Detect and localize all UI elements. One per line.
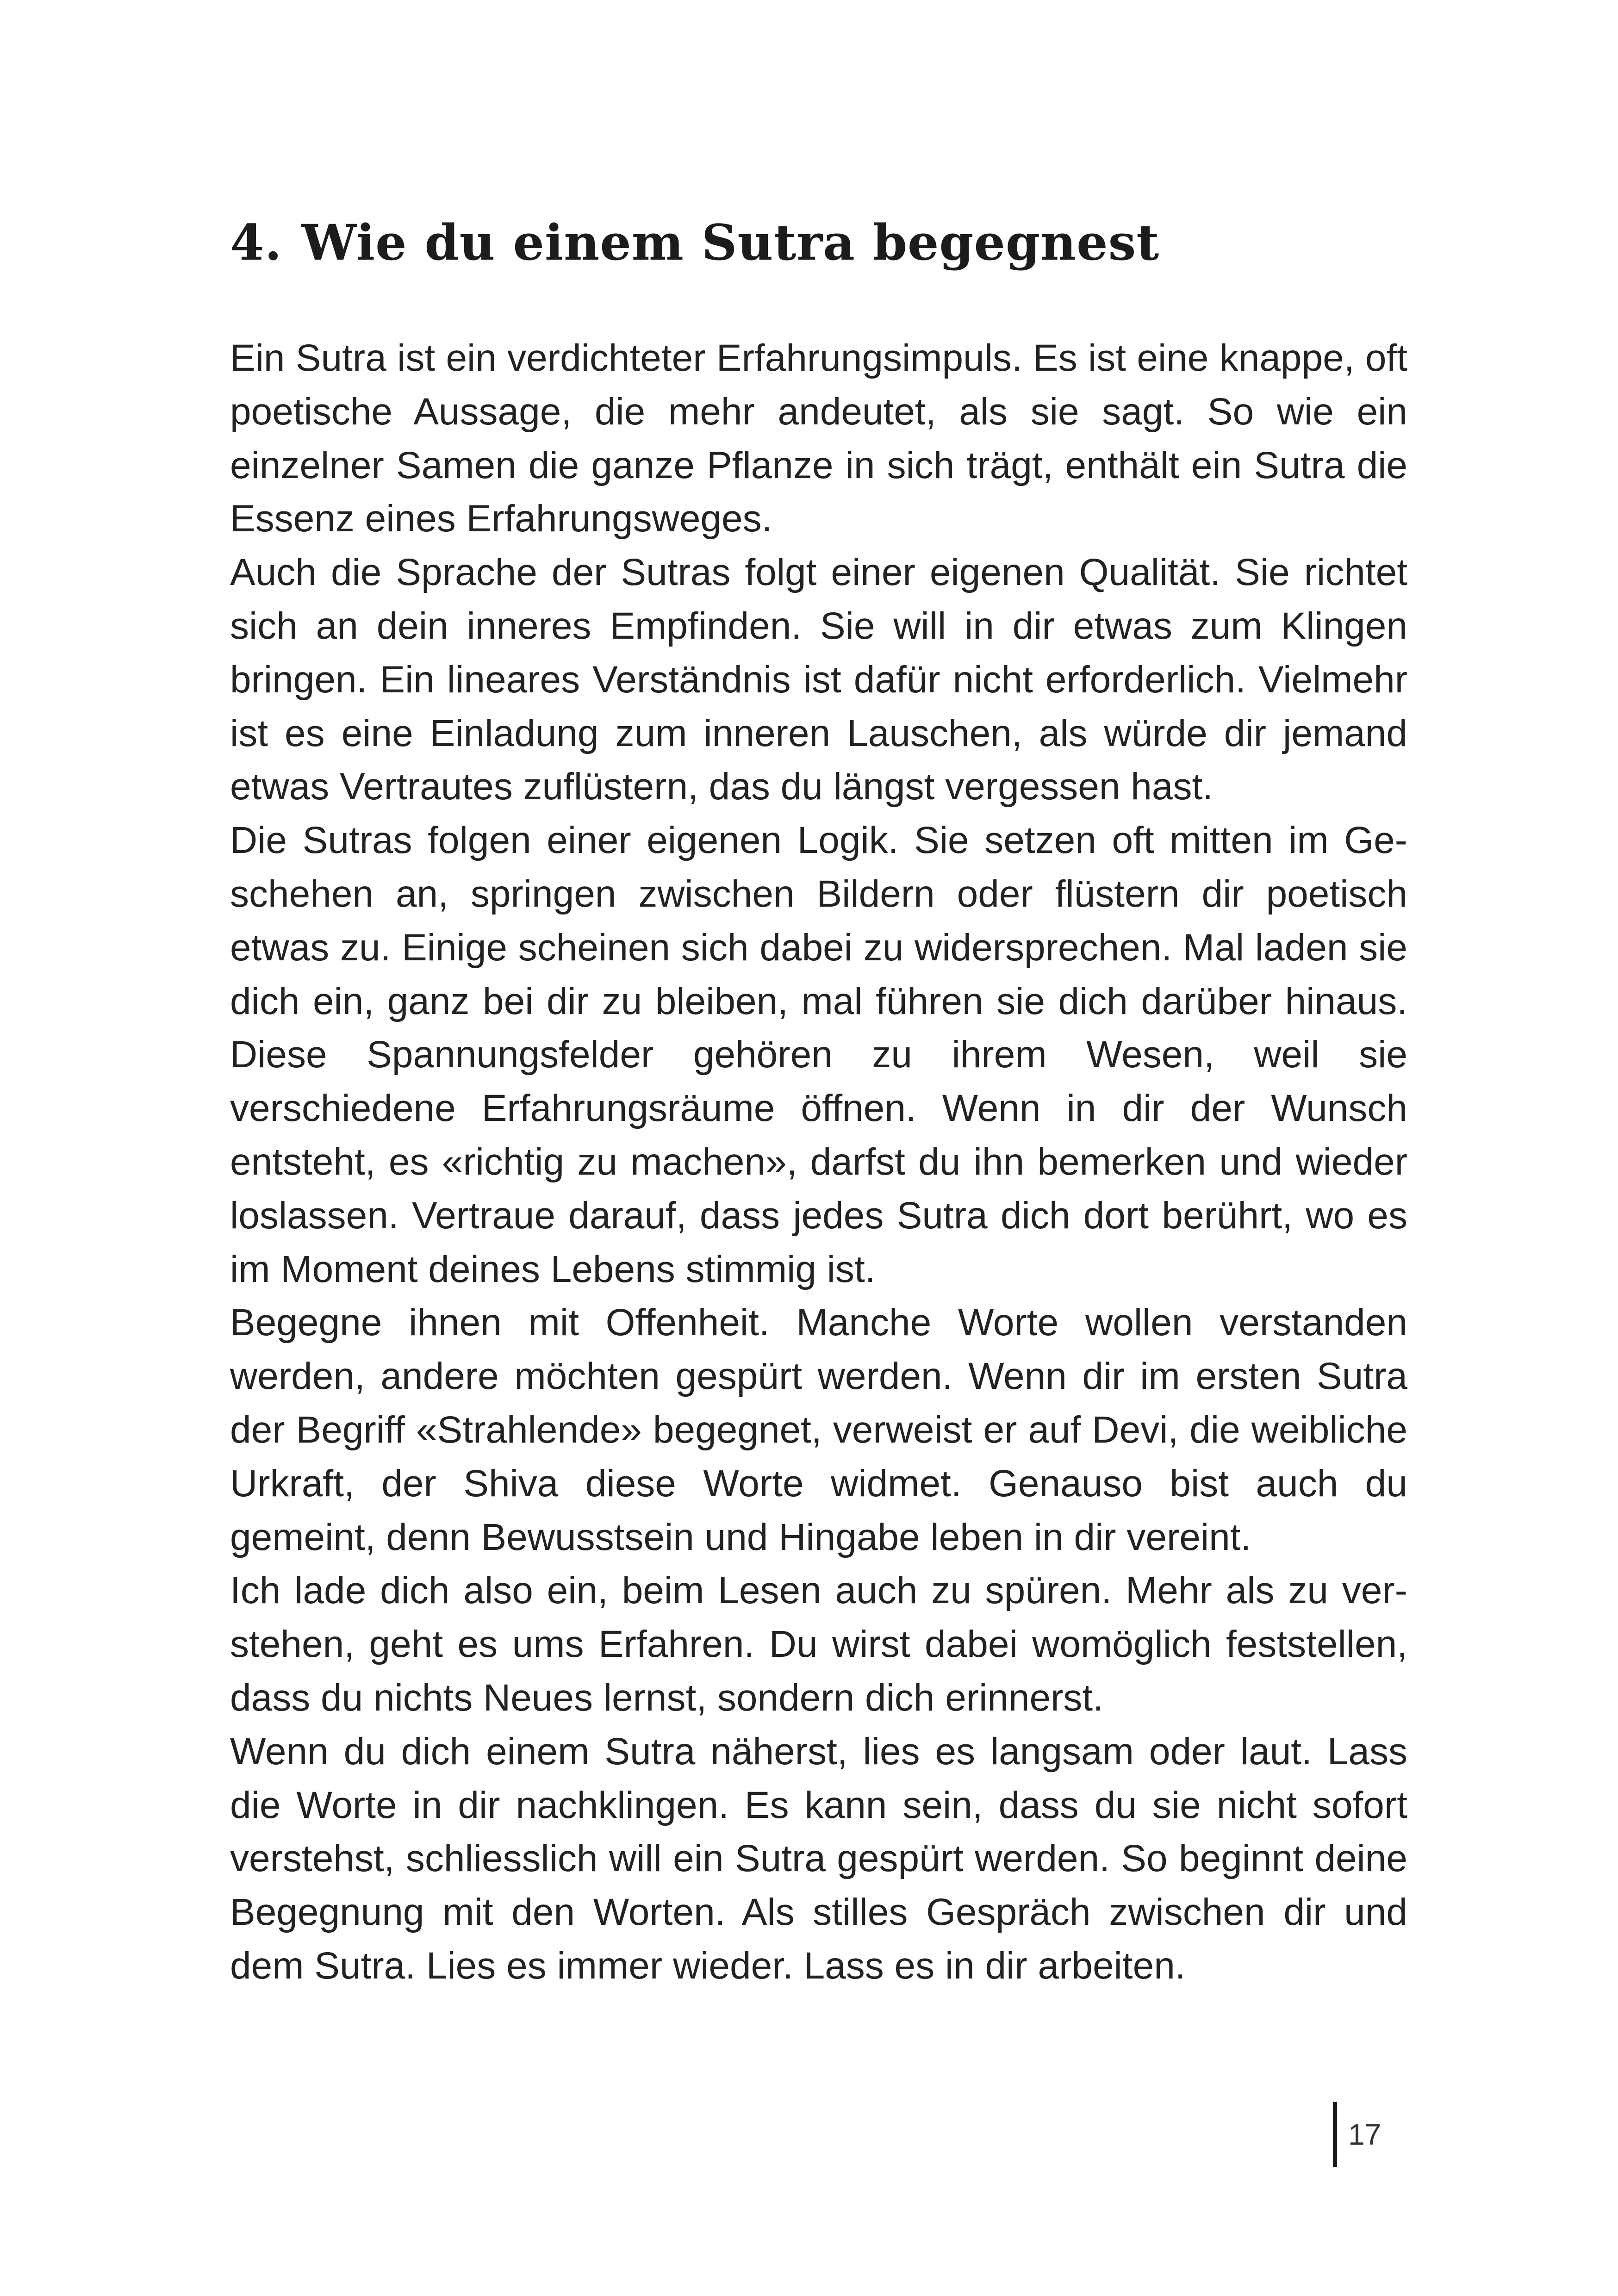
body-text — [230, 331, 1407, 1993]
paragraph: Begegne ihnen mit Offenheit. Manche Worte wollen verstanden werden, andere möchten gespürt werden. Wenn dir im ersten Sutra der Begriff «Strahlende» begegnet, verweist er auf Devi, die weibliche Urkraft, der Shiva diese Worte widmet. Genauso bist auch du gemeint, denn Bewusstsein und Hingabe leben in dir vereint. — [230, 1301, 1407, 1558]
chapter-heading — [230, 205, 1407, 280]
paragraph: Ein Sutra ist ein verdichteter Erfahrungsimpuls. Es ist eine knappe, oft poetische Aussage, die mehr andeutet, als sie sagt. So wie ein einzelner Samen die ganze Pflanze in sich trägt, enthält ein Sutra die Essenz eines Erfahrungsweges. — [230, 337, 1407, 540]
folio-divider — [1333, 2102, 1337, 2167]
paragraph: Auch die Sprache der Sutras folgt einer eigenen Qualität. Sie richtet sich an dein inneres Empfinden. Sie will in dir etwas zum Klingen bringen. Ein lineares Verständnis ist dafür nicht erforderlich. Vielmehr ist es eine Einladung zum inneren Lauschen, als würde dir jemand etwas Vertrautes zuflüstern, das du längst vergessen hast. — [230, 551, 1407, 808]
paragraph: Wenn du dich einem Sutra näherst, lies es langsam oder laut. Lass die Worte in dir nachklingen. Es kann sein, dass du sie nicht sofort verstehst, schliesslich will ein Sutra gespürt werden. So beginnt deine Begegnung mit den Worten. Als stilles Gespräch zwischen dir und dem Sutra. Lies es immer wieder. Lass es in dir arbeiten. — [230, 1730, 1407, 1987]
chapter-number: 4. — [230, 213, 282, 271]
chapter-title: Wie du einem Sutra begegnest — [301, 213, 1160, 271]
page-folio — [1333, 2102, 1381, 2167]
paragraph: Die Sutras folgen einer eigenen Logik. Sie setzen oft mitten im Geschehen an, springen zwischen Bildern oder flüstern dir poetisch etwas zu. Einige scheinen sich dabei zu widersprechen. Mal laden sie dich ein, ganz bei dir zu bleiben, mal führen sie dich darüber hinaus. Diese Spannungsfelder gehören zu ihrem Wesen, weil sie verschiedene Erfahrungsräume öffnen. Wenn in dir der Wunsch entsteht, es «richtig zu machen», darfst du ihn bemerken und wieder loslassen. Vertraue darauf, dass jedes Sutra dich dort berührt, wo es im Moment deines Lebens stimmig ist. — [230, 819, 1407, 1290]
page-number: 17 — [1348, 2118, 1382, 2151]
page-content — [230, 205, 1407, 1993]
paragraph: Ich lade dich also ein, beim Lesen auch zu spüren. Mehr als zu verstehen, geht es ums Erfahren. Du wirst dabei womöglich feststellen, dass du nichts Neues lernst, sondern dich erinnerst. — [230, 1569, 1407, 1719]
